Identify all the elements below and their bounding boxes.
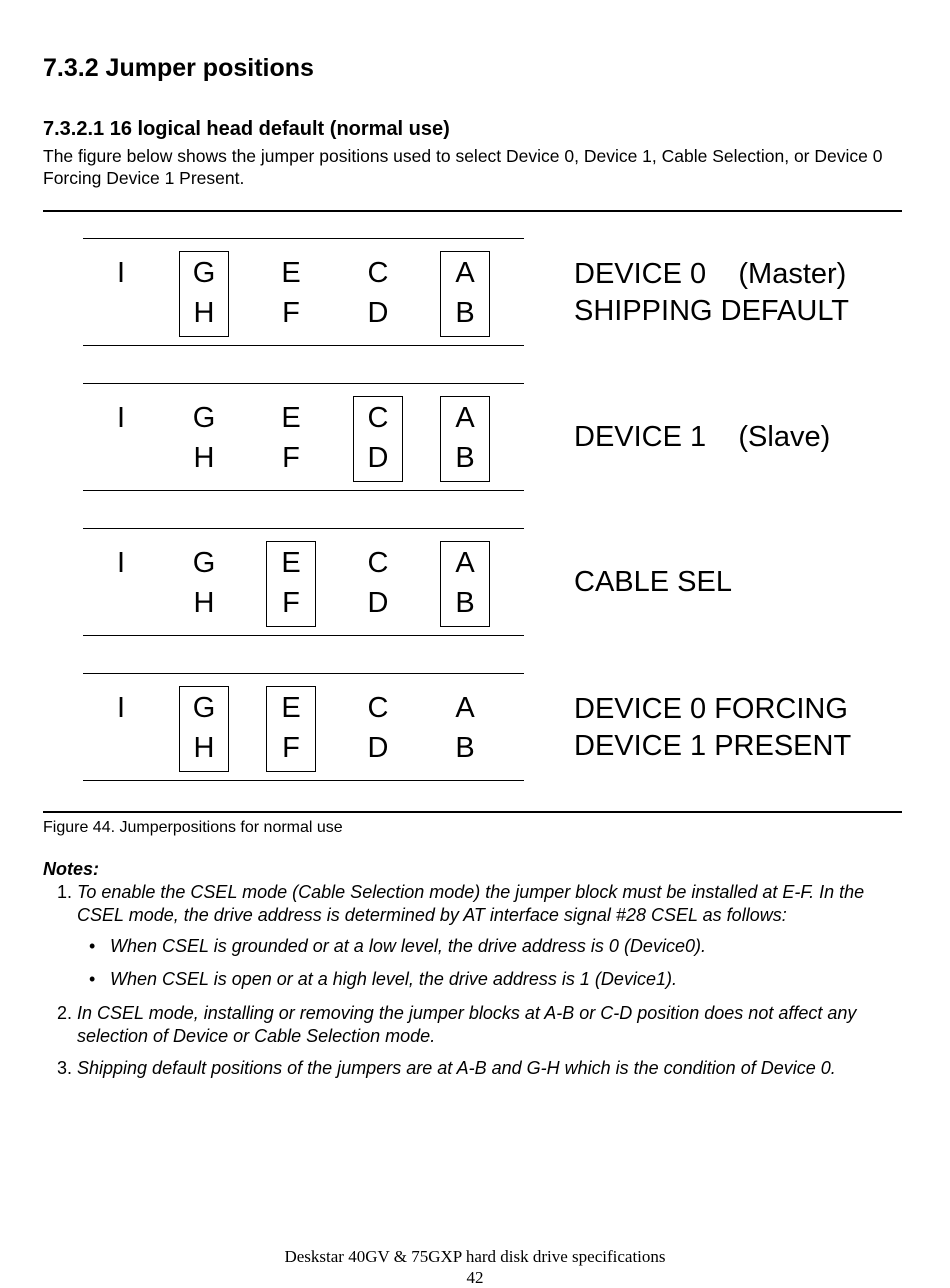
pin-label: I xyxy=(116,547,126,579)
pin-label: H xyxy=(193,732,215,764)
connector-top-line xyxy=(83,673,524,674)
pin-label: I xyxy=(116,692,126,724)
note-number: 3. xyxy=(57,1058,73,1078)
config-label xyxy=(574,419,830,456)
bullet-icon: • xyxy=(89,936,96,956)
note-number: 1. xyxy=(57,882,73,902)
jumper-config xyxy=(83,383,943,493)
config-label-line: DEVICE 0 (Master) xyxy=(574,258,847,290)
pin-label: E xyxy=(281,257,301,289)
config-label-line: CABLE SEL xyxy=(574,566,732,598)
bullet-icon: • xyxy=(89,969,96,989)
pin-label: D xyxy=(367,297,389,329)
connector-top-line xyxy=(83,383,524,384)
jumper-config xyxy=(83,673,943,783)
pin-label: B xyxy=(455,732,475,764)
config-label xyxy=(574,564,732,601)
footer-title: Deskstar 40GV & 75GXP hard disk drive specifications xyxy=(284,1247,666,1266)
page-number: 42 xyxy=(466,1268,484,1287)
figure-top-rule xyxy=(43,210,902,212)
pin-label: D xyxy=(367,587,389,619)
pin-label: I xyxy=(116,402,126,434)
connector-bottom-line xyxy=(83,635,524,636)
note-bullet-text: When CSEL is grounded or at a low level, the drive address is 0 (Device0). xyxy=(110,936,706,956)
pin-label: H xyxy=(193,587,215,619)
pin-label: B xyxy=(455,297,475,329)
pin-label: G xyxy=(192,402,216,434)
pin-label: B xyxy=(455,442,475,474)
pin-label: G xyxy=(192,547,216,579)
pin-label: G xyxy=(192,257,216,289)
pin-label: C xyxy=(367,692,389,724)
pin-label: D xyxy=(367,442,389,474)
config-label-line: DEVICE 1 (Slave) xyxy=(574,421,831,453)
notes-title: Notes: xyxy=(43,859,100,879)
pin-label: A xyxy=(455,402,475,434)
config-label-line: DEVICE 1 PRESENT xyxy=(574,730,852,762)
section-heading: 7.3.2 Jumper positions xyxy=(43,54,314,82)
pin-label: C xyxy=(367,547,389,579)
pin-label: B xyxy=(455,587,475,619)
pin-label: C xyxy=(367,402,389,434)
pin-label: F xyxy=(282,732,300,764)
pin-label: A xyxy=(455,257,475,289)
connector-bottom-line xyxy=(83,490,524,491)
config-label-line: DEVICE 0 FORCING xyxy=(574,693,848,725)
config-label xyxy=(574,256,849,330)
jumper-config xyxy=(83,238,943,348)
figure-bottom-rule xyxy=(43,811,902,813)
pin-label: H xyxy=(193,442,215,474)
pin-label: H xyxy=(193,297,215,329)
connector-top-line xyxy=(83,238,524,239)
note-bullet-text: When CSEL is open or at a high level, the drive address is 1 (Device1). xyxy=(110,969,677,989)
intro-paragraph: The figure below shows the jumper positions used to select Device 0, Device 1, Cable Selection, or Device 0 Forcing Device 1 Present. xyxy=(43,146,883,188)
note-text: Shipping default positions of the jumpers are at A-B and G-H which is the condition of Device 0. xyxy=(77,1058,836,1078)
figure-caption: Figure 44. Jumperpositions for normal use xyxy=(43,819,343,836)
pin-label: E xyxy=(281,692,301,724)
pin-label: C xyxy=(367,257,389,289)
config-label xyxy=(574,691,851,765)
jumper-config xyxy=(83,528,943,638)
connector-bottom-line xyxy=(83,780,524,781)
pin-label: G xyxy=(192,692,216,724)
pin-label: F xyxy=(282,297,300,329)
pin-label: F xyxy=(282,442,300,474)
pin-label: I xyxy=(116,257,126,289)
pin-label: D xyxy=(367,732,389,764)
note-text: To enable the CSEL mode (Cable Selection mode) the jumper block must be installed at E-F. In the CSEL mode, the drive address is determined by AT interface signal #28 CSEL as follows: xyxy=(77,882,865,925)
connector-top-line xyxy=(83,528,524,529)
pin-label: E xyxy=(281,402,301,434)
connector-bottom-line xyxy=(83,345,524,346)
note-number: 2. xyxy=(57,1003,73,1023)
note-text: In CSEL mode, installing or removing the jumper blocks at A-B or C-D position does not affect any selection of Device or Cable Selection mode. xyxy=(77,1003,857,1046)
pin-label: F xyxy=(282,587,300,619)
pin-label: E xyxy=(281,547,301,579)
pin-label: A xyxy=(455,692,475,724)
pin-label: A xyxy=(455,547,475,579)
config-label-line: SHIPPING DEFAULT xyxy=(574,295,850,327)
subsection-heading: 7.3.2.1 16 logical head default (normal use) xyxy=(43,118,450,140)
